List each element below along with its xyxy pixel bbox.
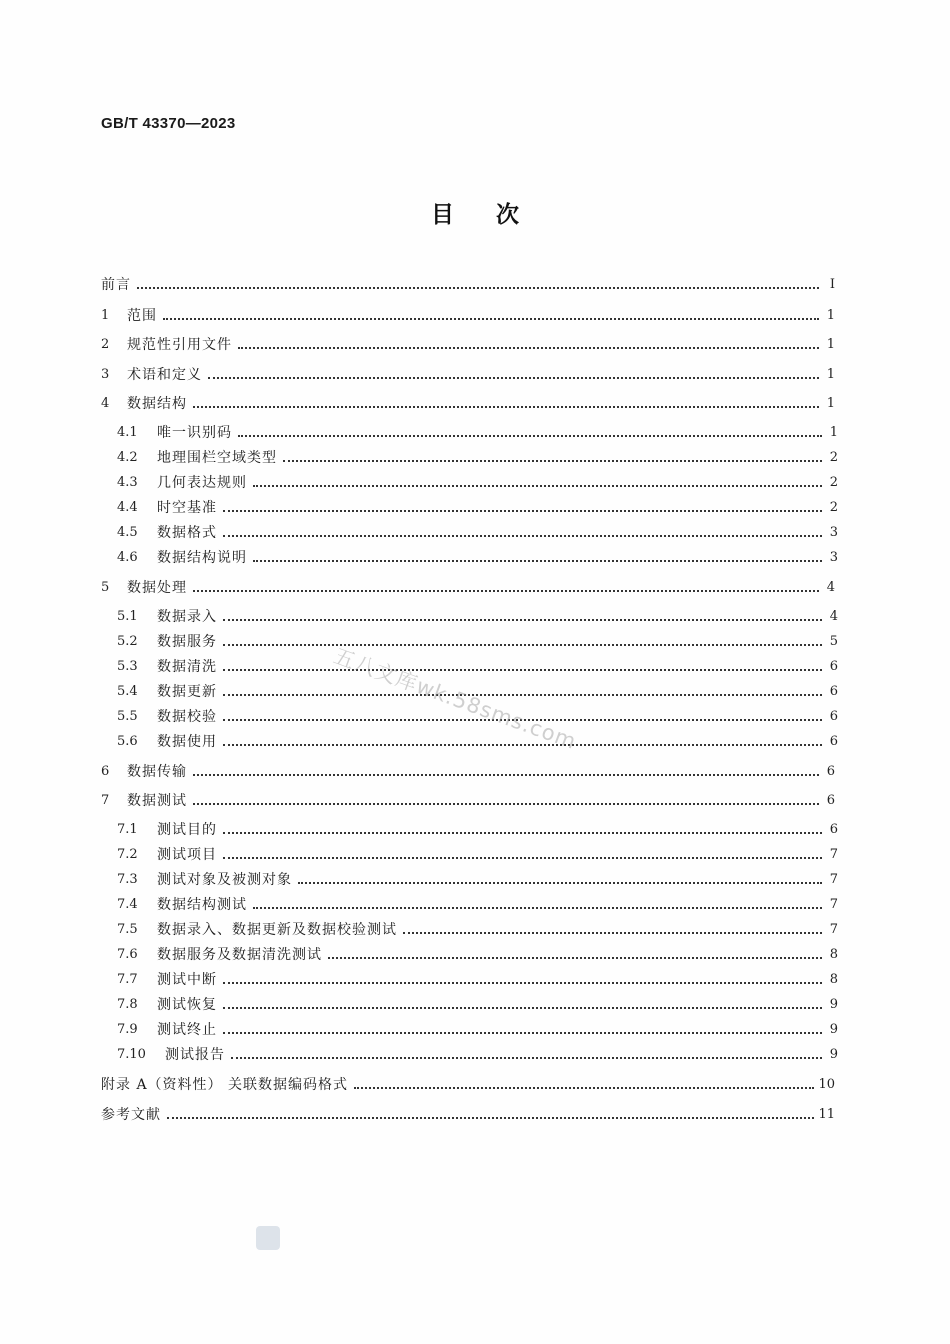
toc-entry-title: 数据服务 xyxy=(157,634,217,650)
toc-entry-number: 6 xyxy=(101,764,110,779)
toc-entry-page: 7 xyxy=(829,897,838,912)
toc-entry-title: 参考文献 xyxy=(101,1107,161,1123)
toc-entry-number: 4.4 xyxy=(117,500,138,515)
toc-leader-dots xyxy=(253,547,822,569)
toc-entry-page: 6 xyxy=(829,822,838,837)
toc-leader-dots xyxy=(193,577,819,599)
toc-entry-number: 4.3 xyxy=(117,475,138,490)
toc-entry-number: 1 xyxy=(101,308,110,323)
toc-entry-title: 地理围栏空域类型 xyxy=(157,450,277,466)
toc-leader-dots xyxy=(298,869,822,891)
toc-leader-dots xyxy=(253,894,822,916)
toc-entry-number: 4.1 xyxy=(117,425,138,440)
toc-entry-page: 4 xyxy=(826,580,835,595)
toc-entry-title: 测试终止 xyxy=(157,1022,217,1038)
toc-leader-dots xyxy=(231,1044,822,1066)
toc-leader-dots xyxy=(193,790,819,812)
toc-entry-title: 前言 xyxy=(101,277,131,293)
toc-entry-number: 7 xyxy=(101,793,110,808)
toc-entry[interactable] xyxy=(117,631,838,653)
toc-entry-number: 5.4 xyxy=(117,684,138,699)
toc-entry-title: 数据清洗 xyxy=(157,659,217,675)
toc-leader-dots xyxy=(223,631,822,653)
toc-entry[interactable] xyxy=(101,364,835,386)
toc-entry-page: 9 xyxy=(829,997,838,1012)
toc-entry-title: 测试目的 xyxy=(157,822,217,838)
toc-entry[interactable] xyxy=(117,894,838,916)
toc-entry-title: 测试中断 xyxy=(157,972,217,988)
toc-entry-title: 数据处理 xyxy=(127,580,187,596)
toc-entry-title: 数据结构 xyxy=(127,396,187,412)
toc-entry[interactable] xyxy=(117,422,838,444)
toc-entry-title: 唯一识别码 xyxy=(157,425,232,441)
toc-entry-page: 8 xyxy=(829,972,838,987)
toc-entry-page: 3 xyxy=(829,525,838,540)
toc-entry-title: 数据传输 xyxy=(127,764,187,780)
toc-entry[interactable] xyxy=(101,334,835,356)
toc-entry[interactable] xyxy=(101,1104,835,1126)
toc-leader-dots xyxy=(354,1074,814,1096)
toc-leader-dots xyxy=(223,844,822,866)
toc-leader-dots xyxy=(223,1019,822,1041)
toc-entry[interactable] xyxy=(101,393,835,415)
toc-entry[interactable] xyxy=(117,1044,838,1066)
toc-leader-dots xyxy=(208,364,819,386)
toc-entry-number: 7.6 xyxy=(117,947,138,962)
toc-leader-dots xyxy=(223,969,822,991)
toc-entry-number: 3 xyxy=(101,367,110,382)
toc-entry[interactable] xyxy=(117,547,838,569)
toc-entry-page: 3 xyxy=(829,550,838,565)
toc-entry-number: 5.6 xyxy=(117,734,138,749)
toc-leader-dots xyxy=(223,606,822,628)
toc-entry-page: 6 xyxy=(826,764,835,779)
toc-entry-title: 规范性引用文件 xyxy=(127,337,232,353)
toc-entry-page: 6 xyxy=(829,684,838,699)
toc-entry[interactable] xyxy=(117,606,838,628)
toc-entry[interactable] xyxy=(101,761,835,783)
toc-leader-dots xyxy=(223,994,822,1016)
toc-entry[interactable] xyxy=(117,522,838,544)
watermark-text: 五八文库wk.58sms.com xyxy=(330,643,580,755)
toc-entry-title: 数据录入 xyxy=(157,609,217,625)
toc-entry-title: 术语和定义 xyxy=(127,367,202,383)
toc-entry-page: 7 xyxy=(829,872,838,887)
toc-entry-number: 5 xyxy=(101,580,110,595)
toc-entry[interactable] xyxy=(117,944,838,966)
toc-entry-number: 5.2 xyxy=(117,634,138,649)
toc-entry-title: 测试对象及被测对象 xyxy=(157,872,292,888)
toc-entry-page: 11 xyxy=(818,1107,835,1122)
toc-entry-page: 6 xyxy=(829,709,838,724)
toc-entry[interactable] xyxy=(117,819,838,841)
toc-entry-number: 7.2 xyxy=(117,847,138,862)
toc-entry-number: 7.7 xyxy=(117,972,138,987)
toc-leader-dots xyxy=(223,656,822,678)
toc-entry-title: 附录 A（资料性） 关联数据编码格式 xyxy=(101,1077,349,1093)
toc-entry-page: 8 xyxy=(829,947,838,962)
toc-leader-dots xyxy=(328,944,822,966)
toc-entry-number: 4.5 xyxy=(117,525,138,540)
toc-entry-page: 7 xyxy=(829,847,838,862)
toc-entry-title: 范围 xyxy=(127,308,157,324)
toc-leader-dots xyxy=(238,334,819,356)
toc-entry-page: 4 xyxy=(829,609,838,624)
standard-code: GB/T 43370—2023 xyxy=(101,115,236,132)
toc-leader-dots xyxy=(223,819,822,841)
toc-entry-page: 1 xyxy=(826,396,835,411)
toc-entry-page: 1 xyxy=(826,367,835,382)
toc-entry-title: 几何表达规则 xyxy=(157,475,247,491)
toc-entry[interactable] xyxy=(117,969,838,991)
toc-entry-page: 6 xyxy=(826,793,835,808)
toc-entry[interactable] xyxy=(117,472,838,494)
toc-entry-page: 1 xyxy=(826,308,835,323)
toc-entry-title: 测试项目 xyxy=(157,847,217,863)
toc-entry-page: 6 xyxy=(829,659,838,674)
toc-entry-number: 7.10 xyxy=(117,1047,146,1062)
toc-entry-title: 数据服务及数据清洗测试 xyxy=(157,947,322,963)
toc-entry-title: 数据校验 xyxy=(157,709,217,725)
toc-entry-title: 数据录入、数据更新及数据校验测试 xyxy=(157,922,397,938)
toc-entry[interactable] xyxy=(117,994,838,1016)
toc-entry-title: 时空基准 xyxy=(157,500,217,516)
toc-entry-number: 4.2 xyxy=(117,450,138,465)
toc-leader-dots xyxy=(253,472,822,494)
toc-entry[interactable] xyxy=(117,869,838,891)
toc-entry-number: 4.6 xyxy=(117,550,138,565)
toc-leader-dots xyxy=(283,447,822,469)
toc-entry-title: 测试报告 xyxy=(165,1047,225,1063)
toc-entry-page: 2 xyxy=(829,500,838,515)
toc-entry-title: 数据格式 xyxy=(157,525,217,541)
toc-entry-number: 5.5 xyxy=(117,709,138,724)
toc-leader-dots xyxy=(167,1104,814,1126)
toc-entry-page: 7 xyxy=(829,922,838,937)
toc-entry[interactable] xyxy=(101,305,835,327)
toc-entry-title: 数据测试 xyxy=(127,793,187,809)
toc-entry-page: 5 xyxy=(829,634,838,649)
toc-leader-dots xyxy=(223,497,822,519)
toc-entry-number: 7.1 xyxy=(117,822,138,837)
toc-leader-dots xyxy=(137,274,819,296)
toc-entry-title: 数据结构说明 xyxy=(157,550,247,566)
toc-entry[interactable] xyxy=(117,844,838,866)
toc-entry[interactable] xyxy=(117,1019,838,1041)
toc-leader-dots xyxy=(223,522,822,544)
toc-entry-page: 10 xyxy=(818,1077,835,1092)
toc-entry[interactable] xyxy=(101,1074,835,1096)
toc-leader-dots xyxy=(223,681,822,703)
toc-entry-number: 7.4 xyxy=(117,897,138,912)
toc-entry[interactable] xyxy=(117,447,838,469)
toc-entry-page: 6 xyxy=(829,734,838,749)
toc-leader-dots xyxy=(403,919,822,941)
toc-leader-dots xyxy=(193,761,819,783)
toc-entry-page: 1 xyxy=(829,425,838,440)
toc-entry-page: I xyxy=(829,277,835,292)
toc-entry[interactable] xyxy=(101,274,835,296)
toc-entry-title: 数据更新 xyxy=(157,684,217,700)
toc-entry-number: 7.5 xyxy=(117,922,138,937)
toc-entry[interactable] xyxy=(117,919,838,941)
toc-leader-dots xyxy=(193,393,819,415)
toc-entry[interactable] xyxy=(117,731,838,753)
toc-entry-title: 数据使用 xyxy=(157,734,217,750)
toc-entry-page: 9 xyxy=(829,1022,838,1037)
toc-entry-page: 1 xyxy=(826,337,835,352)
toc-entry-page: 2 xyxy=(829,475,838,490)
page-title: 目次 xyxy=(431,202,561,228)
toc-entry[interactable] xyxy=(101,790,835,812)
toc-leader-dots xyxy=(238,422,822,444)
toc-entry-number: 7.8 xyxy=(117,997,138,1012)
toc-entry[interactable] xyxy=(117,656,838,678)
toc-entry-number: 4 xyxy=(101,396,110,411)
toc-leader-dots xyxy=(163,305,819,327)
toc-entry-number: 5.1 xyxy=(117,609,138,624)
toc-entry-title: 测试恢复 xyxy=(157,997,217,1013)
toc-entry-number: 5.3 xyxy=(117,659,138,674)
toc-entry[interactable] xyxy=(101,577,835,599)
toc-entry-number: 2 xyxy=(101,337,110,352)
toc-entry[interactable] xyxy=(117,497,838,519)
toc-entry-page: 2 xyxy=(829,450,838,465)
toc-entry-number: 7.3 xyxy=(117,872,138,887)
toc-entry-title: 数据结构测试 xyxy=(157,897,247,913)
toc-entry-number: 7.9 xyxy=(117,1022,138,1037)
publisher-logo-icon xyxy=(256,1226,280,1250)
toc-entry-page: 9 xyxy=(829,1047,838,1062)
